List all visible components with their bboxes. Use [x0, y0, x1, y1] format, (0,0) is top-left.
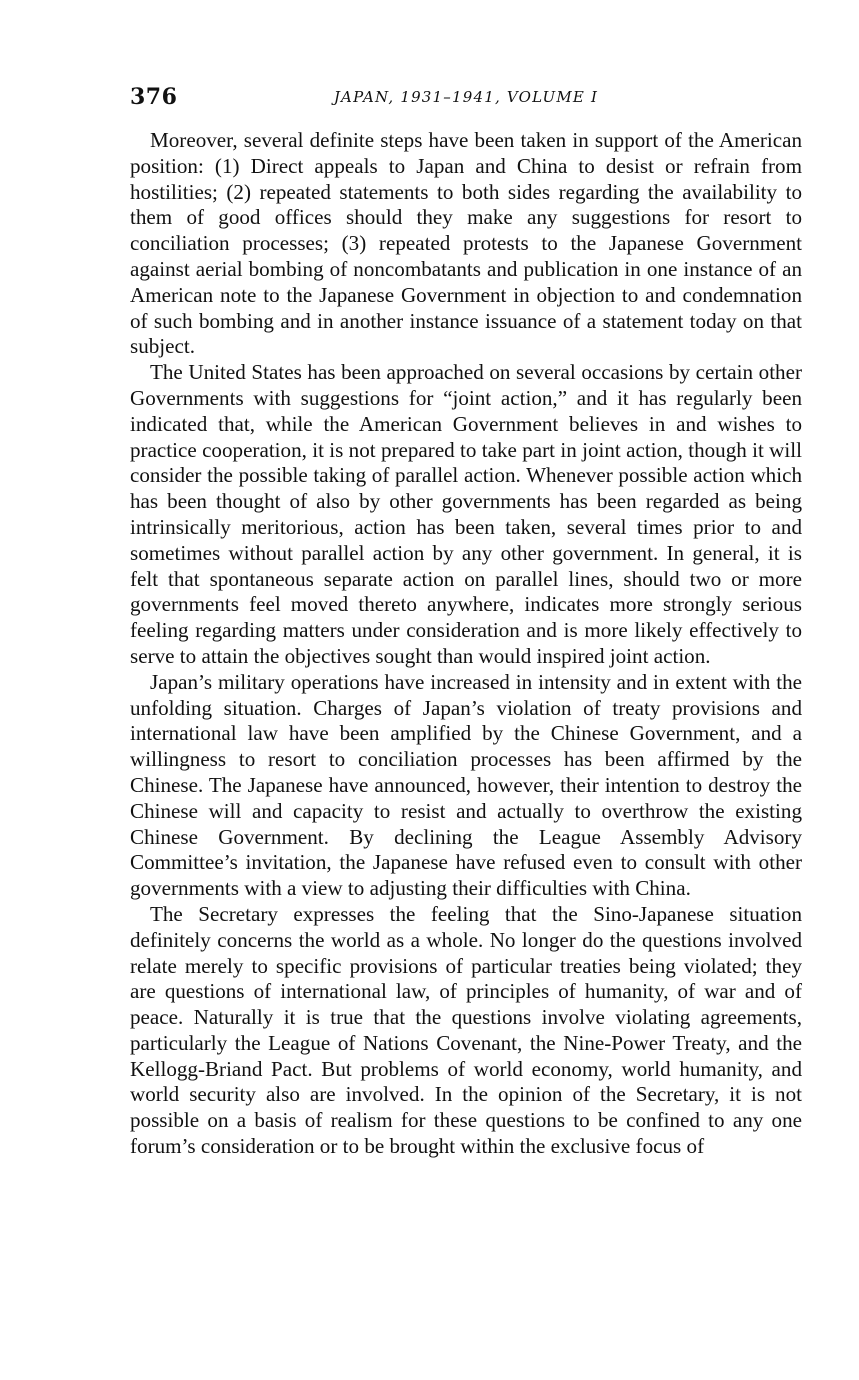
paragraph-military-operations: Japan’s military operations have increased in intensity and in extent with the unfolding situation. Charges of Japan’s violation of treaty provisions and international law have been amplified by the Chinese Government, and a willingness to resort to conciliation processes has been affirmed by the Chinese. The Japanese have announced, however, their intention to destroy the Chinese will and capacity to resist and actually to overthrow the existing Chinese Government. By declining the League Assembly Advisory Committee’s invitation, the Japanese have refused even to consult with other governments with a view to adjusting their difficulties with China. — [130, 669, 802, 901]
body-text — [130, 128, 802, 1160]
paragraph-world-concern: The Secretary expresses the feeling that the Sino-Japanese situation definitely concerns the world as a whole. No longer do the questions involved relate merely to specific provisions of particular treaties being violated; they are questions of international law, of principles of humanity, of war and of peace. Naturally it is true that the questions involve violating agreements, particularly the League of Nations Covenant, the Nine-Power Treaty, and the Kellogg-Briand Pact. But problems of world economy, world humanity, and world security also are involved. In the opinion of the Secretary, it is not possible on a basis of realism for these questions to be confined to any one forum’s consideration or to be brought within the exclusive focus of — [130, 901, 802, 1159]
running-head: JAPAN, 1931–1941, VOLUME I — [333, 88, 599, 106]
page-header — [130, 84, 802, 114]
paragraph-support-steps: Moreover, several definite steps have been taken in support of the American position: (1) Direct appeals to Japan and China to desist or refrain from hostilities; (2) repeated statements to both sides regarding the availability to them of good offices should they make any suggestions for resort to conciliation processes; (3) repeated protests to the Japanese Government against aerial bombing of noncombatants and publication in one instance of an American note to the Japanese Government in objection to and condemnation of such bombing and in another instance issuance of a statement today on that subject. — [130, 128, 802, 359]
page-number: 376 — [130, 84, 178, 110]
paragraph-joint-action: The United States has been approached on several occasions by certain other Governments with suggestions for “joint action,” and it has regularly been indicated that, while the American Government believes in and wishes to practice cooperation, it is not prepared to take part in joint action, though it will consider the possible taking of parallel action. Whenever possible action which has been thought of also by other governments has been regarded as being intrinsically meritorious, action has been taken, several times prior to and sometimes without parallel action by any other government. In general, it is felt that spontaneous separate action on parallel lines, should two or more governments feel moved thereto anywhere, indicates more strongly serious feeling regarding matters under consideration and is more likely effectively to serve to attain the objectives sought than would inspired joint action. — [130, 360, 802, 668]
